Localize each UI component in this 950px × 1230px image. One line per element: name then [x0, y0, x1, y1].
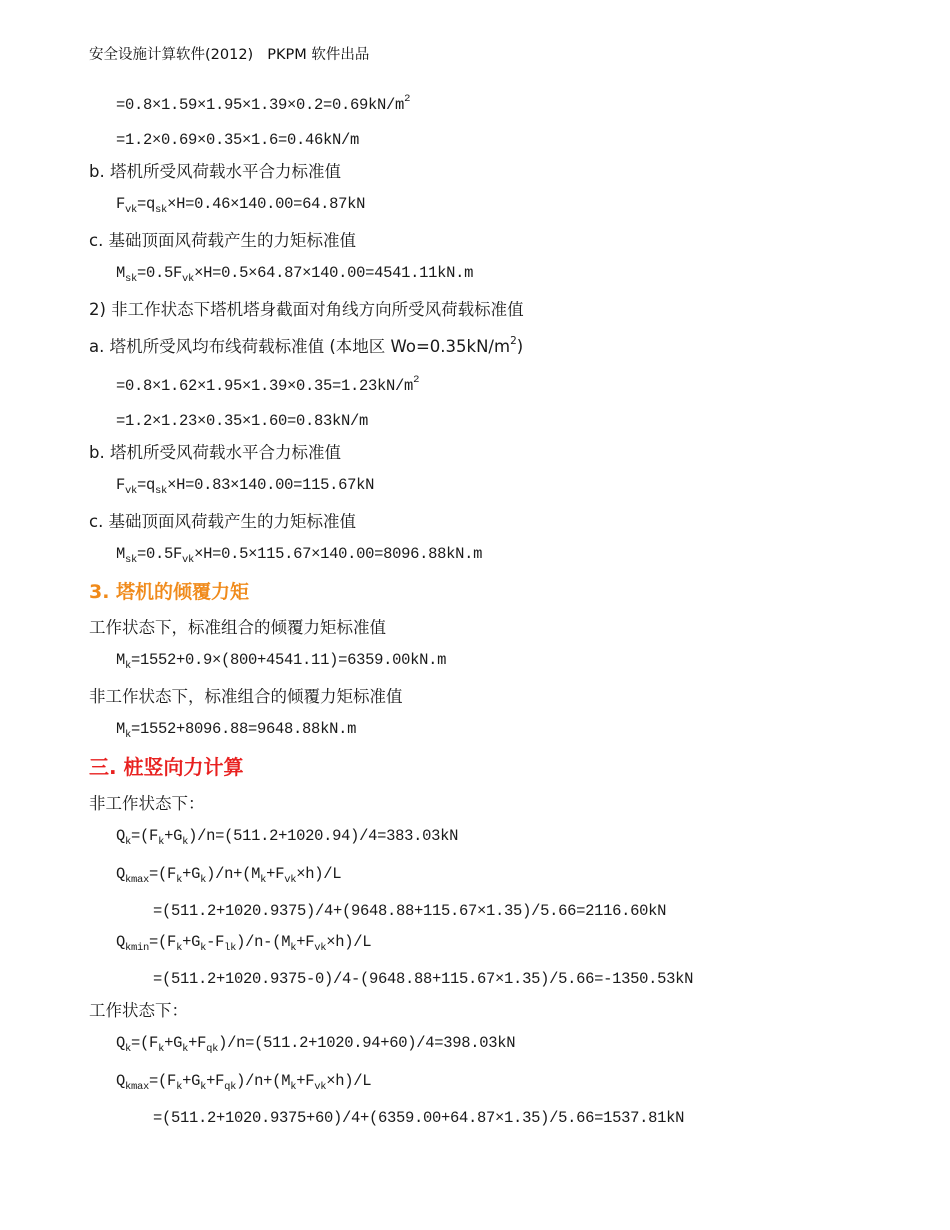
qkmax-nonwork-formula: $Q_{kmax}=(F_k+G_k)/n+(M_k+F_{vk}\times h)/L$ — [116, 865, 342, 886]
qsk-nonwork-equation: =1.2×1.23×0.35×1.60=0.83kN/m — [116, 412, 369, 430]
page-header — [89, 43, 369, 64]
qk-work-equation: $Q_k=(F_k+G_k+F_{qk})/n=(511.2+1020.94+60)/4=398.03kN$ — [116, 1034, 516, 1055]
msk-work-equation: $M_{sk}=0.5F_{vk}\times H=0.5\times 64.87\times 140.00=4541.11kN.m$ — [116, 264, 474, 285]
qkmax-work-formula: $Q_{kmax}=(F_k+G_k+F_{qk})/n+(M_k+F_{vk}\times h)/L$ — [116, 1072, 372, 1093]
qkmin-nonwork-calc: =(511.2+1020.9375-0)/4-(9648.88+115.67×1.35)/5.66=-1350.53kN — [153, 970, 694, 988]
section3-heading: 3. 塔机的倾覆力矩 — [89, 581, 250, 603]
work-b-label: b. 塔机所受风荷载水平合力标准值 — [89, 162, 341, 181]
qkmin-nonwork-formula: $Q_{kmin}=(F_k+G_k-F_{lk})/n-(M_k+F_{vk}\times h)/L$ — [116, 933, 372, 954]
work-c-label: c. 基础顶面风荷载产生的力矩标准值 — [89, 231, 357, 250]
qsk-work-equation: =1.2×0.69×0.35×1.6=0.46kN/m — [116, 131, 360, 149]
qk-nonwork-equation: $Q_k=(F_k+G_k)/n=(511.2+1020.94)/4=383.03kN$ — [116, 827, 459, 848]
nonwork-c-label: c. 基础顶面风荷载产生的力矩标准值 — [89, 512, 357, 531]
pile-nonwork-label: 非工作状态下： — [89, 794, 205, 813]
nonwork-a-label: a. 塔机所受风均布线荷载标准值 (本地区 $Wo=0.35kN/m^2$) — [89, 335, 524, 356]
fvk-work-equation: $F_{vk}=q_{sk}\times H=0.46\times 140.00=64.87kN$ — [116, 195, 366, 216]
software-title: 安全设施计算软件(2012) — [89, 47, 254, 63]
nonwork-title: 2) 非工作状态下塔机塔身截面对角线方向所受风荷载标准值 — [89, 300, 524, 319]
msk-nonwork-equation: $M_{sk}=0.5F_{vk}\times H=0.5\times 115.67\times 140.00=8096.88kN.m$ — [116, 545, 483, 566]
qkmax-nonwork-calc: =(511.2+1020.9375)/4+(9648.88+115.67×1.35)/5.66=2116.60kN — [153, 902, 667, 920]
wk-work-equation: $=0.8\times 1.59\times 1.95\times 1.39\times 0.2=0.69kN/m^2$ — [116, 93, 411, 114]
nonwork-b-label: b. 塔机所受风荷载水平合力标准值 — [89, 443, 341, 462]
fvk-nonwork-equation: $F_{vk}=q_{sk}\times H=0.83\times 140.00=115.67kN$ — [116, 476, 375, 497]
section3-nonwork-label: 非工作状态下，标准组合的倾覆力矩标准值 — [89, 687, 403, 706]
qkmax-work-calc: =(511.2+1020.9375+60)/4+(6359.00+64.87×1.35)/5.66=1537.81kN — [153, 1109, 685, 1127]
publisher-label: PKPM 软件出品 — [267, 47, 370, 63]
wk-nonwork-equation: $=0.8\times 1.62\times 1.95\times 1.39\times 0.35=1.23kN/m^2$ — [116, 374, 420, 395]
pile-work-label: 工作状态下： — [89, 1001, 188, 1020]
mk-nonwork-equation: $M_k=1552+8096.88=9648.88kN.m$ — [116, 720, 357, 741]
pile-section-heading: 三. 桩竖向力计算 — [89, 755, 244, 779]
mk-work-equation: $M_k=1552+0.9\times(800+4541.11)=6359.00kN.m$ — [116, 651, 447, 672]
section3-work-label: 工作状态下，标准组合的倾覆力矩标准值 — [89, 618, 386, 637]
